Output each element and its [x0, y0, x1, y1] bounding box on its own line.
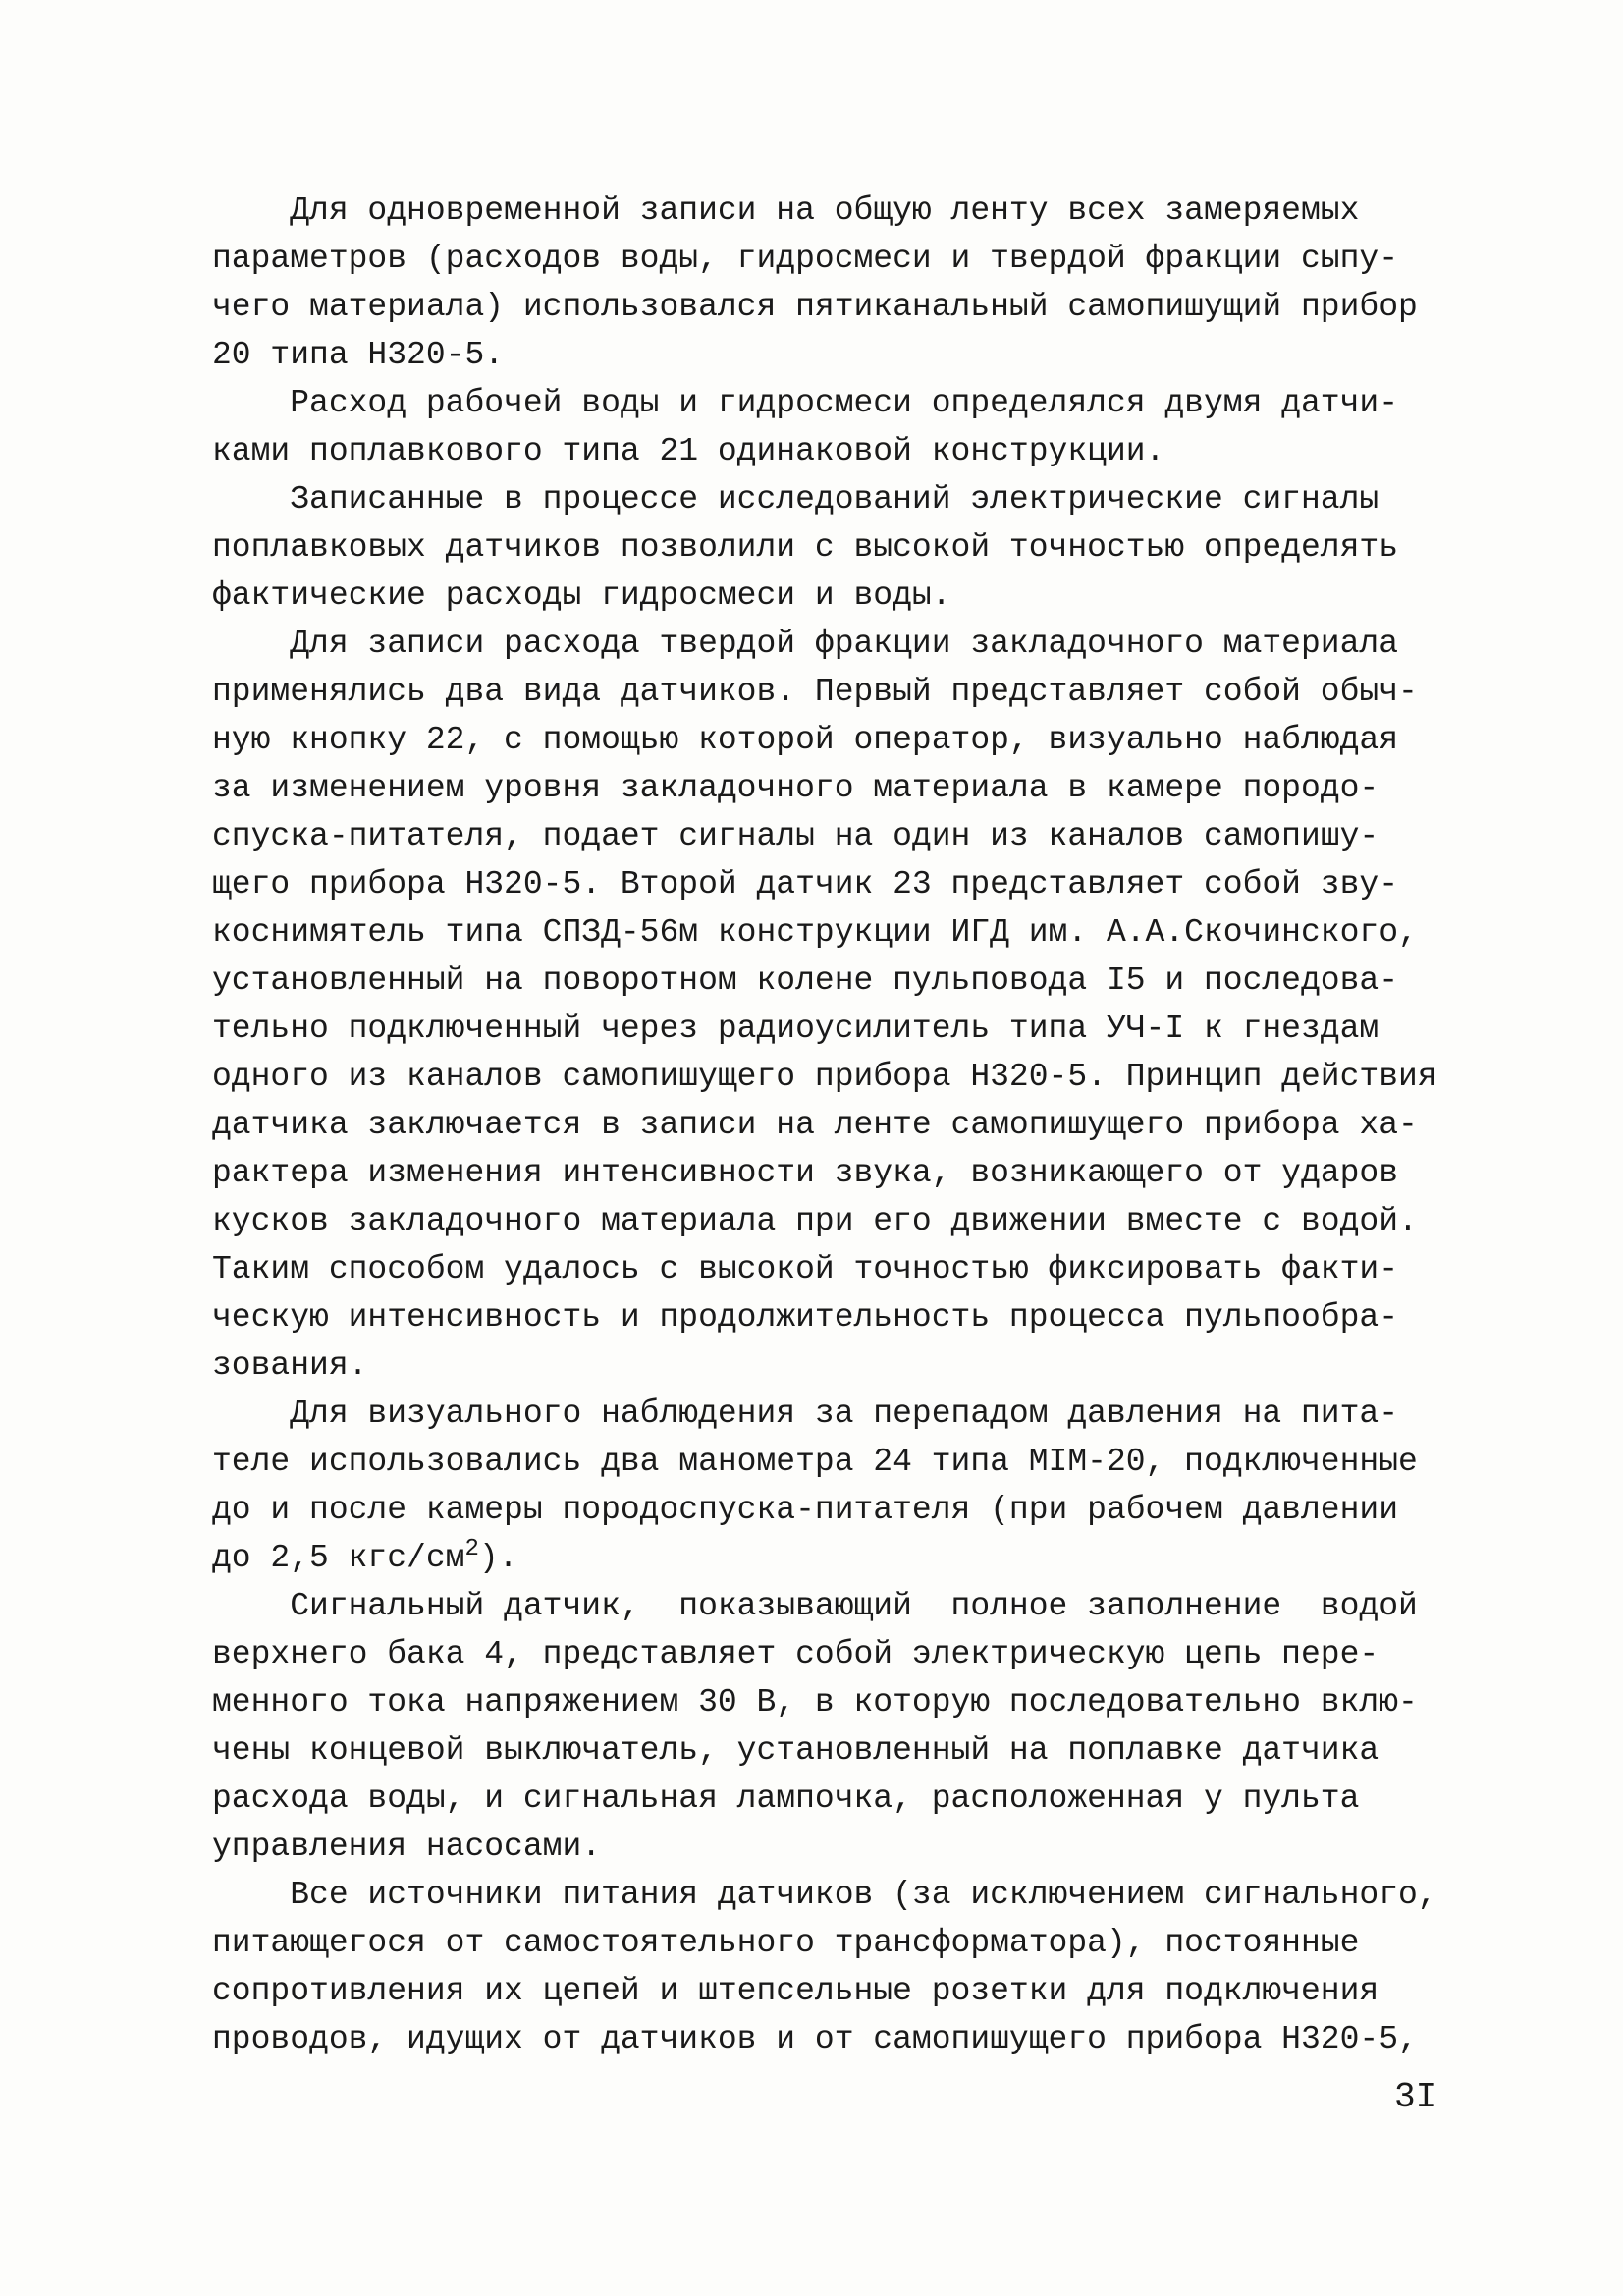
text-line: сопротивления их цепей и штепсельные розетки для подключения — [212, 1973, 1380, 2009]
text-line: ческую интенсивность и продолжительность процесса пульпообра- — [212, 1299, 1398, 1336]
text-line: верхнего бака 4, представляет собой электрическую цепь пере- — [212, 1636, 1380, 1672]
superscript: 2 — [464, 1536, 479, 1562]
text-line: коснимятель типа СПЗД-56м конструкции ИГД им. А.А.Скочинского, — [212, 914, 1418, 951]
text-line: 20 типа Н320-5. — [212, 337, 505, 373]
text-line: Записанные в процессе исследований электрические сигналы — [212, 481, 1380, 518]
paragraph-2 — [212, 379, 1479, 475]
text-line: управления насосами. — [212, 1829, 602, 1865]
text-fragment: ). — [478, 1540, 518, 1576]
text-line: параметров (расходов воды, гидросмеси и твердой фракции сыпу- — [212, 241, 1398, 277]
paragraph-7 — [212, 1871, 1479, 2063]
text-line: Все источники питания датчиков (за исключением сигнального, — [212, 1877, 1437, 1913]
paragraph-4 — [212, 620, 1479, 1390]
text-line: одного из каналов самопишущего прибора Н320-5. Принцип действия — [212, 1059, 1437, 1095]
paragraph-1 — [212, 187, 1479, 379]
page-number: 3I — [1394, 2077, 1437, 2117]
body-text — [212, 187, 1479, 2063]
paragraph-5 — [212, 1390, 1479, 1582]
text-line: расхода воды, и сигнальная лампочка, расположенная у пульта — [212, 1780, 1360, 1817]
text-line: зования. — [212, 1347, 368, 1384]
text-line: Таким способом удалось с высокой точностью фиксировать факти- — [212, 1251, 1398, 1287]
text-line: Для записи расхода твердой фракции закладочного материала — [212, 626, 1398, 662]
text-line: фактические расходы гидросмеси и воды. — [212, 577, 951, 614]
text-line: кусков закладочного материала при его движении вместе с водой. — [212, 1203, 1418, 1239]
text-line-with-superscript — [212, 1534, 1479, 1582]
text-line: поплавковых датчиков позволили с высокой точностью определять — [212, 529, 1398, 566]
text-line: до и после камеры породоспуска-питателя (при рабочем давлении — [212, 1492, 1398, 1528]
text-line: теле использовались два манометра 24 типа МIМ-20, подключенные — [212, 1444, 1418, 1480]
text-line: за изменением уровня закладочного материала в камере породо- — [212, 770, 1380, 806]
text-line: ками поплавкового типа 21 одинаковой конструкции. — [212, 433, 1165, 469]
text-line: проводов, идущих от датчиков и от самопишущего прибора Н320-5, — [212, 2021, 1418, 2057]
text-line: щего прибора Н320-5. Второй датчик 23 представляет собой зву- — [212, 866, 1398, 902]
text-line: рактера изменения интенсивности звука, возникающего от ударов — [212, 1155, 1398, 1191]
text-line: Сигнальный датчик, показывающий полное заполнение водой — [212, 1588, 1418, 1624]
text-line: Для визуального наблюдения за перепадом давления на пита- — [212, 1395, 1398, 1432]
text-line: менного тока напряжением 30 В, в которую последовательно вклю- — [212, 1684, 1418, 1721]
text-line: чены концевой выключатель, установленный на поплавке датчика — [212, 1732, 1380, 1769]
text-line: применялись два вида датчиков. Первый представляет собой обыч- — [212, 674, 1418, 710]
text-line: Для одновременной записи на общую ленту всех замеряемых — [212, 192, 1360, 229]
text-line: питающегося от самостоятельного трансформатора), постоянные — [212, 1925, 1360, 1961]
paragraph-6 — [212, 1582, 1479, 1871]
text-line: чего материала) использовался пятиканальный самопишущий прибор — [212, 289, 1418, 325]
paragraph-3 — [212, 475, 1479, 620]
text-line: датчика заключается в записи на ленте самопишущего прибора ха- — [212, 1107, 1418, 1143]
text-line: Расход рабочей воды и гидросмеси определялся двумя датчи- — [212, 385, 1398, 421]
text-line: ную кнопку 22, с помощью которой оператор, визуально наблюдая — [212, 722, 1398, 758]
text-line: установленный на поворотном колене пульповода I5 и последова- — [212, 962, 1398, 999]
text-line: спуска-питателя, подает сигналы на один из каналов самопишу- — [212, 818, 1380, 854]
text-line: тельно подключенный через радиоусилитель типа УЧ-I к гнездам — [212, 1011, 1380, 1047]
text-fragment: до 2,5 кгс/см — [212, 1540, 465, 1576]
